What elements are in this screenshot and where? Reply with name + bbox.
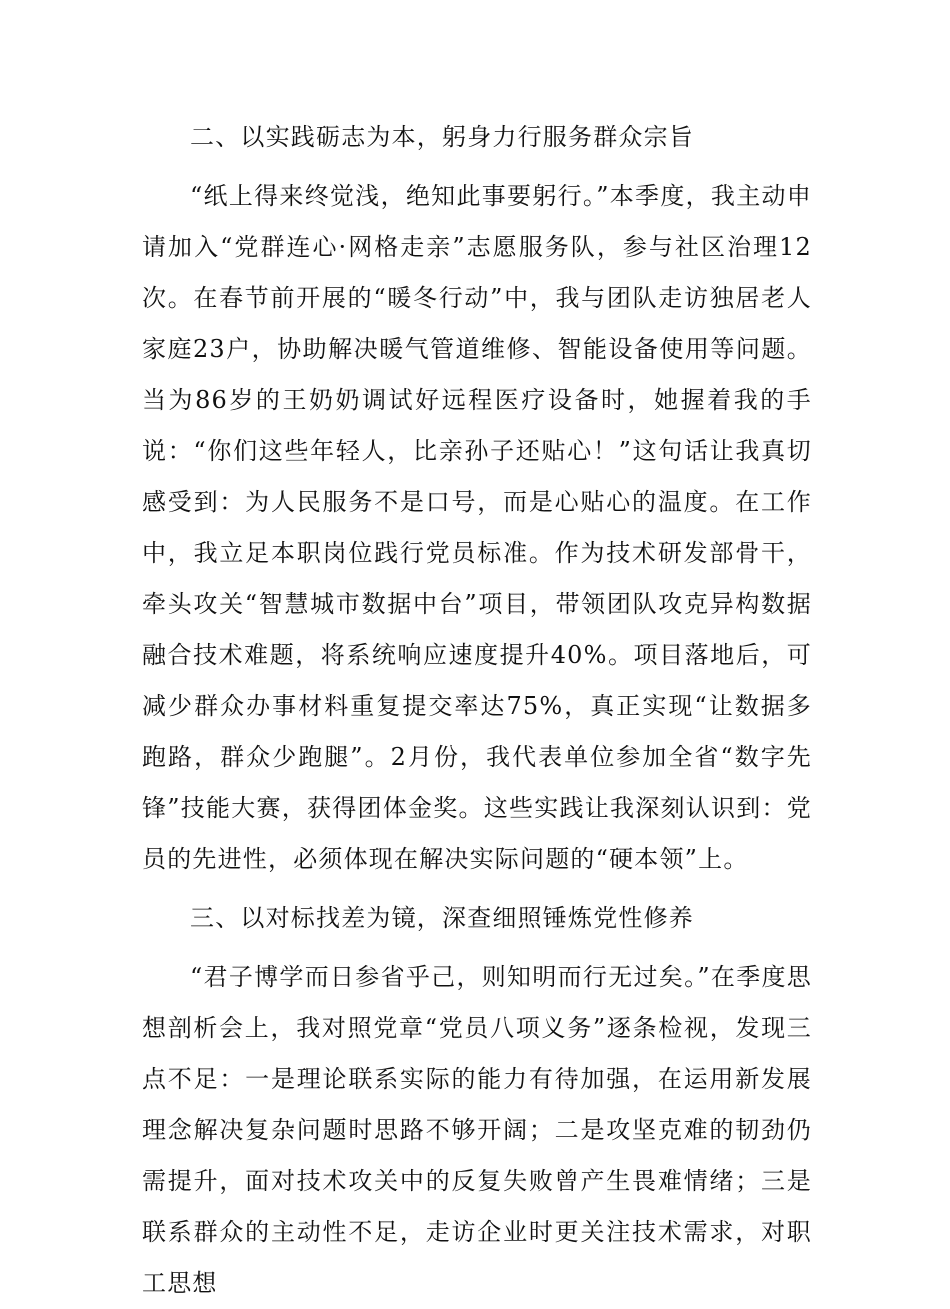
section-heading-2: 二、以实践砺志为本，躬身力行服务群众宗旨 <box>190 123 694 151</box>
section-heading-3: 三、以对标找差为镜，深查细照锤炼党性修养 <box>190 904 694 932</box>
section-paragraph-3: “君子博学而日参省乎己，则知明而行无过矣。”在季度思想剖析会上，我对照党章“党员八项义务”逐条检视，发现三点不足：一是理论联系实际的能力有待加强，在运用新发展理念解决复杂问题时思路不够开阔；二是攻坚克难的韧劲仍需提升，面对技术攻关中的反复失败曾产生畏难情绪；三是联系群众的主动性不足，走访企业时更关注技术需求，对职工思想 <box>142 963 812 1297</box>
section-paragraph-2: “纸上得来终觉浅，绝知此事要躬行。”本季度，我主动申请加入“党群连心·网格走亲”志愿服务队，参与社区治理12次。在春节前开展的“暖冬行动”中，我与团队走访独居老人家庭23户，协助解决暖气管道维修、智能设备使用等问题。当为86岁的王奶奶调试好远程医疗设备时，她握着我的手说：“你们这些年轻人，比亲孙子还贴心！”这句话让我真切感受到：为人民服务不是口号，而是心贴心的温度。在工作中，我立足本职岗位践行党员标准。作为技术研发部骨干，牵头攻关“智慧城市数据中台”项目，带领团队攻克异构数据融合技术难题，将系统响应速度提升40%。项目落地后，可减少群众办事材料重复提交率达75%，真正实现“让数据多跑路，群众少跑腿”。2月份，我代表单位参加全省“数字先锋”技能大赛，获得团体金奖。这些实践让我深刻认识到：党员的先进性，必须体现在解决实际问题的“硬本领”上。 <box>142 182 812 873</box>
document-body <box>142 112 812 1309</box>
